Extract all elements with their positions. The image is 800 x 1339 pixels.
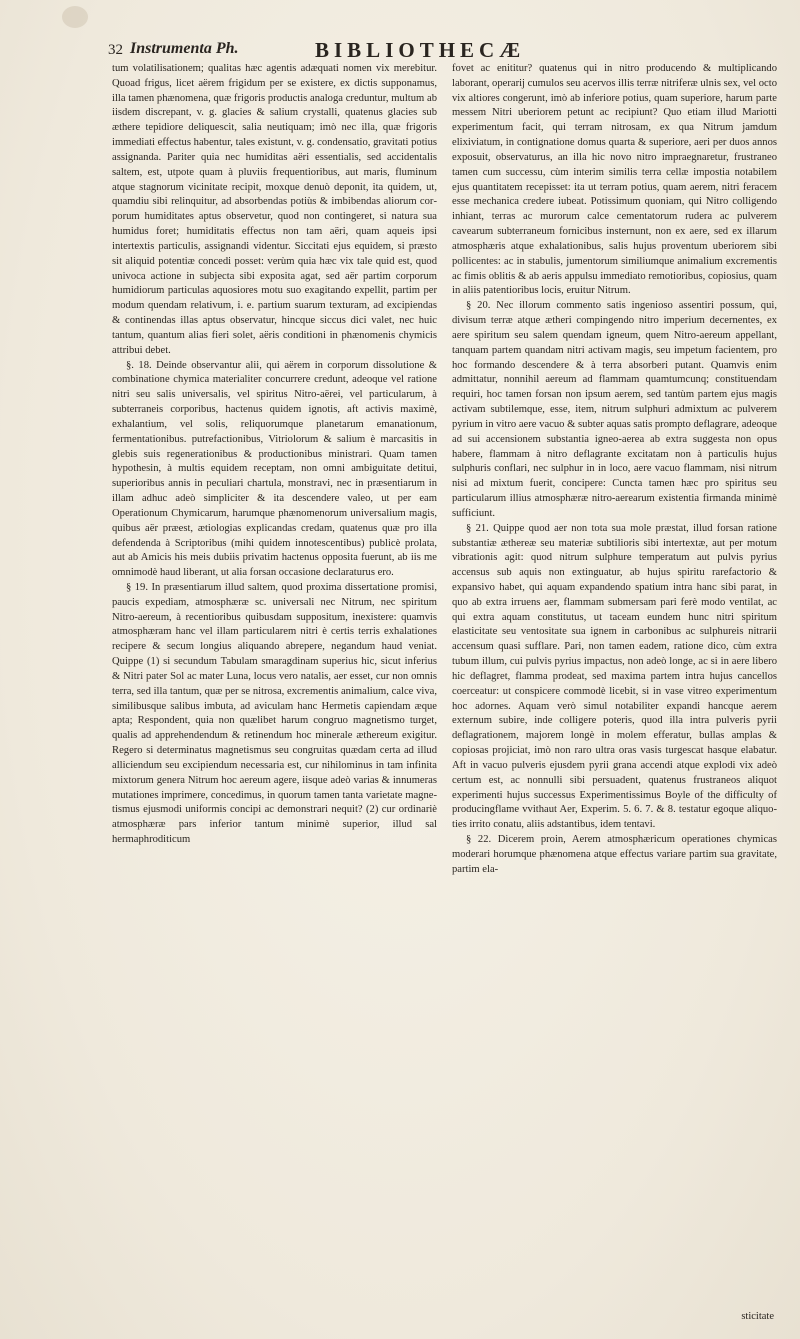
- paragraph: tum volatilisationem; qualitas hæc agentis adæquati nomen vix merebitur. Quoad frigus, licet aërem frigidum per se existere, ex dictis supponamus, illa tamen phænomena, quæ frigoris productis analoga creduntur, multum ab iisdem discrepant, v. g. glacies & salium crystalli, quatenus glacies sub æthere tepidiore deliquescit, salia neutiquam; imò nec illa, quæ frigoris immediati effectus habentur, tales existunt, v. g. condensatio, gravitati potius assignanda. Pariter quia nec humiditas aëri essentialis, sed accidentalis saltem, est, utpote quam à pluviis frequentioribus, aut maris, fluminum atque stagnorum vicinitate recipit, moxque denuò deponit, ita quidem, ut, quamdiu sibi relinquitur, ad absorbendas potiùs & imbibendas aliorum corporum humiditates aptus observetur, quod non contingeret, si natura sua humidus foret; humiditatis effectus non tam aëri, quam aqueis ipsi intertextis particulis, assignandi videntur. Siccitati ejus equidem, si præsto sit aliquid potentiæ concedi posset: verùm quia hæc vix tale quid est, quod univoca actione in subjecta sibi exposita agat, sed aër partim corporum humidiorum particulas aquosiores motu suo exagitando expellit, partim per modum quendam relativum, i. e. partium suarum texturam, ad excipiendas & continendas illas aptus observatur, hincque siccus dici valet, nec huic tantum, quantum alias fieri solet, aëris conditioni in phænomenis chymicis attribui debet.: [112, 63, 437, 356]
- paragraph: fovet ac enititur? quatenus qui in nitro producendo & multiplicando laborant, operarij cumulos seu acervos illis terræ nitriferæ ulnis sex, vel octo vix altiores congerunt, imò ab inferiore potius, quam superiore, harum parte messem Nitri uberiorem petunt ac recipiunt? Quo etiam illud Mariotti experimentum facit, qui terram nitrosam, ex qua Nitrum jamdum elixiviatum, in contignatione domus quarta & superiore, aeri per duos annos exposuit, observaturus, an illa hic novo nitro impraegnaretur, frustraneo tamen cum successu, cùm interim similis terra cellæ impostia notabilem ejus quantitatem recepisset: ita ut terram potius, quam aerem, nitri feracem esse mechanica credere iubeat. Potissimum quoniam, qui Nitro colligendo inhiant, terras ac murorum calce cementatorum rudera ac pulverem cavearum subterraneum fornicibus insternunt, non ex aere, sed ex illarum atmosphæris atque exhalationibus, salis hujus proventum uberiorem sibi pollicentes: ac in stabulis, jumentorum similiumque animalium excrementis ac fimis oblitis & ab aeris appulsu immediato remotioribus, copiosius, quam in aliis patentioribus locis, eruitur Nitrum.: [452, 63, 777, 297]
- running-head: BIBLIOTHECÆ: [315, 38, 526, 62]
- running-title: Instrumenta Ph.: [130, 40, 239, 57]
- paragraph: § 19. In præsentiarum illud saltem, quod proxima dissertatione promisi, paucis expediam, atmosphæræ sc. universali nec Nitrum, nec spiritum Nitro-aereum, à recentioribus quibusdam suppositum, inexistere: quamvis atmosphæram hanc vel illam particularem nitri è certis terris exhalationes recipere & secum longius aliquando abrepere, negandum haud veniat. Quippe (1) si secundum Tabulam smaragdinam superius hic, sicut inferius & Nitri pater Sol ac mater Luna, locus vero natalis, aer esset, cur non omnis terra, sed illa tantum, quæ per se nitrosa, excrementis animalium, calce viva, similibusque salibus imbuta, ad aviculam hanc Hermetis capiendam æque apta; Respondent, quia non quælibet harum congruo magnetismo turget, qualis ad apprehendendum & retinendum hoc minerale æthereum exigitur. Regero si determinatus magnetismus seu congruitas quædam certa ad illud alliciendum seu excipiendum necessaria est, cur nihilominus in tam infinita mixtorum genera Nitrum hoc aereum agere, iisque adeò varias & innumeras mutationes imprimere, concedimus, in quorum tamen tanta varietate magnetismus ejusmodi uniformis concipi ac demonstrari nequit? (2) cur ordinariè atmosphæræ pars inferior tantum minimè superior, illud sal hermaphroditicum: [112, 581, 437, 846]
- catchword: sticitate: [741, 1311, 774, 1322]
- page-header: [108, 38, 778, 62]
- paragraph: § 22. Dicerem proin, Aerem atmosphæricum operationes chymicas moderari horumque phænomena atque effectus variare partim sua gravitate, partim ela-: [452, 834, 777, 875]
- paragraph: §. 18. Deinde observantur alii, qui aërem in corporum dissolutione & combinatione chymica materialiter concurrere credunt, adeoque vel ratione nitri seu salis universalis, vel spiritus Nitro-aërei, vel particularum, à subterraneis corporibus, hactenus quidem ignotis, aft activis maximè, exhalantium, vel solis, reliquorumque planetarum emanationum, fermentationibus. putrefactionibus, Vitriolorum & salium è marcasitis in glebis suis regenerationibus & productionibus ministrari. Quam tamen hypothesin, à multis equidem receptam, non omni ambiguitate detitui, superioribus annis in peculiari chartula, monstravi, nec in præsentiarum in illam adhuc adeò simpliciter & ita descendere valeo, ut per eam Operationum Chymicarum, harumque phænomenorum universalium magis, quibus aër præest, ætiologias explicandas credam, quatenus quæ pro illa defendenda à Scriptoribus (mihi quidem innotescentibus) publicè prolata, aut ab Amicis his meis dubiis privatim hactenus opposita fuerunt, ab iis me omnimodè haud liberant, ut alia forsan occasione declaraturus ero.: [112, 359, 437, 579]
- page-number: 32: [108, 42, 123, 58]
- paper-stain: [62, 6, 88, 28]
- right-column: [452, 62, 777, 878]
- paragraph: § 21. Quippe quod aer non tota sua mole præstat, illud forsan ratione substantiæ æthereæ seu materiæ subtilioris sibi intertextæ, aut per motum vibrationis agit: quod nitrum sulphure temperatum aut pulvis pyrius accensus sub aquis non extinguatur, ab hujus spiritu rarefactorio & expansivo habet, qui aquam expandendo spatium intra hanc sibi parat, in quo ab extra irruens aer, flammam submersam pari ferè modo ventilat, ac qui extra aquam constitutus, ut taceam eundem hunc nitri spiritum elasticitate seu ventositate sua ignem in carbonibus ac sulphureis nitrarii accensum quasi sufflare. Pari, non tamen eadem, ratione dico, cùm extra tubum illum, cui pulvis pyrius impactus, non adeò longe, ac si in aere libero hic deflagret, flamma prodeat, sed maxima partem intra hujus cancellos coerceatur: ut conspicere commodè licebit, si in vase vitreo experimentum hoc adornes. Aquam verò simul notabiliter expandi hancque aerem externum subire, inde colligere poteris, quod illa intra pulveris pyrii deflagrationem, majorem longè in molem efferatur, bullas amplas & copiosas projiciat, imò non raro ultra oras vasis turgescat hasque elabatur. Aft in vacuo pulveris ejusdem pyrii grana accendi atque explodi vix adeò certum est, ac nonnulli sibi persuadent, quatenus frustraneos aliquot experimenti hujus successus Experimentissimus Boyle of the difficulty of producingflame vvithaut Aer, Experim. 5. 6. 7. & 8. testatur egoque aliquoties irrito conatu, aliis adstantibus, idem tentavi.: [452, 522, 777, 831]
- left-column: [112, 62, 437, 848]
- paragraph: § 20. Nec illorum commento satis ingenioso assentiri possum, qui, divisum terræ atque ætheri compingendo nitro imperium decernentes, ex aere spiritum seu salem quendam igneum, quem Nitro-aereum appellant, tanquam partem quandam nitri activam magis, seu impetum facientem, pro hoc formando descendere & à terra absorberi putant. Quamvis enim admittatur, nonnihil aereum ad flammam quamtumcunq; constituendam requiri, hoc tamen forsan non ipsum aerem, sed tantùm partem ejus magis activam subtilemque, esse, item, nitrum sulphuri admixtum ac pulverem pyrium in vitro aere vacuo & subter aquas satis prompto deflagrare, adeoque ad sui accensionem substantia igneo-aerea ab extra suggesta non opus habere, flammam à nitro deflagrante excitatam non à particulis hujus sulphuris conflari, nec sulphur in in loco, aere vacuo flammam, nisi nitrum nisi ad mixtum fuerit, concipere: Cuncta tamen hæc pro spiritus seu particularum illius atmosphæræ nitro-aerearum existentia firmanda minimè sufficiunt.: [452, 300, 777, 519]
